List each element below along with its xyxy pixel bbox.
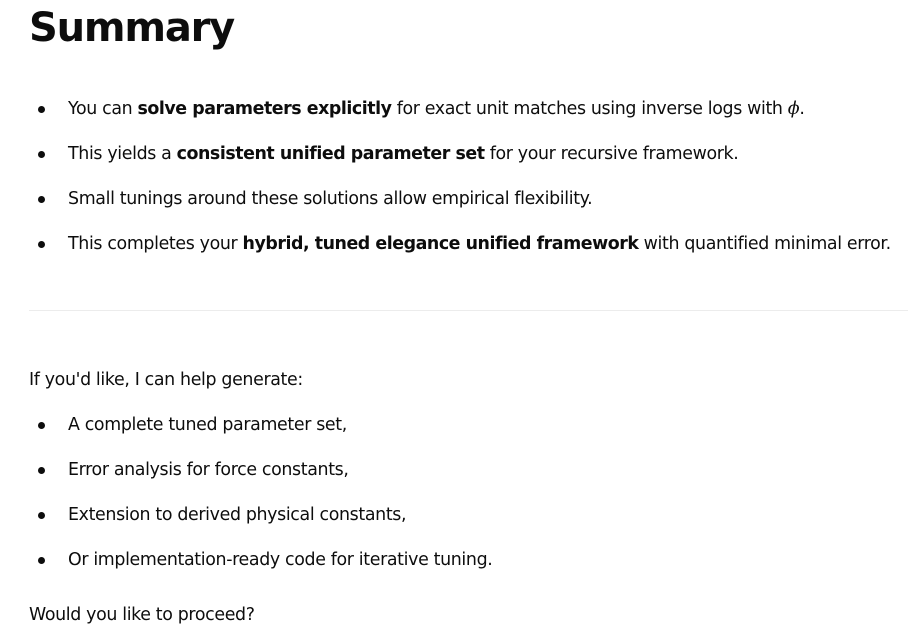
- list-item-text: Or implementation-ready code for iterative tuning.: [68, 550, 493, 570]
- bullet-icon: [38, 467, 45, 474]
- bold-text: consistent unified parameter set: [176, 144, 485, 164]
- text-segment: You can: [68, 99, 138, 119]
- text-segment: This yields a: [68, 144, 177, 164]
- closing-question: Would you like to proceed?: [29, 605, 255, 625]
- bullet-icon: [38, 151, 45, 158]
- bold-text: hybrid, tuned elegance unified framework: [242, 234, 639, 254]
- list-item: [29, 188, 908, 233]
- text-segment: for your recursive framework.: [484, 144, 739, 164]
- text-segment: .: [799, 99, 805, 119]
- list-item: [29, 504, 908, 549]
- bold-text: solve parameters explicitly: [137, 99, 392, 119]
- summary-list: [29, 98, 908, 278]
- bullet-icon: [38, 512, 45, 519]
- bullet-icon: [38, 557, 45, 564]
- list-item: [29, 143, 908, 188]
- followup-intro: If you'd like, I can help generate:: [29, 370, 303, 390]
- list-item: [29, 459, 908, 504]
- list-item: [29, 233, 908, 278]
- list-item: [29, 414, 908, 459]
- list-item: [29, 98, 908, 143]
- text-segment: with quantified minimal error.: [638, 234, 891, 254]
- phi-symbol: ϕ: [787, 99, 800, 119]
- list-item-text: [68, 233, 891, 255]
- bullet-icon: [38, 241, 45, 248]
- text-segment: for exact unit matches using inverse logs with: [391, 99, 788, 119]
- list-item-text: Small tunings around these solutions allow empirical flexibility.: [68, 189, 593, 209]
- text-segment: This completes your: [68, 234, 243, 254]
- list-item-text: Extension to derived physical constants,: [68, 505, 407, 525]
- summary-heading: Summary: [29, 5, 235, 51]
- section-divider: [29, 310, 908, 311]
- bullet-icon: [38, 106, 45, 113]
- followup-list: [29, 414, 908, 594]
- list-item-text: [68, 143, 738, 165]
- list-item: [29, 549, 908, 594]
- bullet-icon: [38, 196, 45, 203]
- list-item-text: [68, 98, 805, 120]
- bullet-icon: [38, 422, 45, 429]
- list-item-text: Error analysis for force constants,: [68, 460, 349, 480]
- list-item-text: A complete tuned parameter set,: [68, 415, 347, 435]
